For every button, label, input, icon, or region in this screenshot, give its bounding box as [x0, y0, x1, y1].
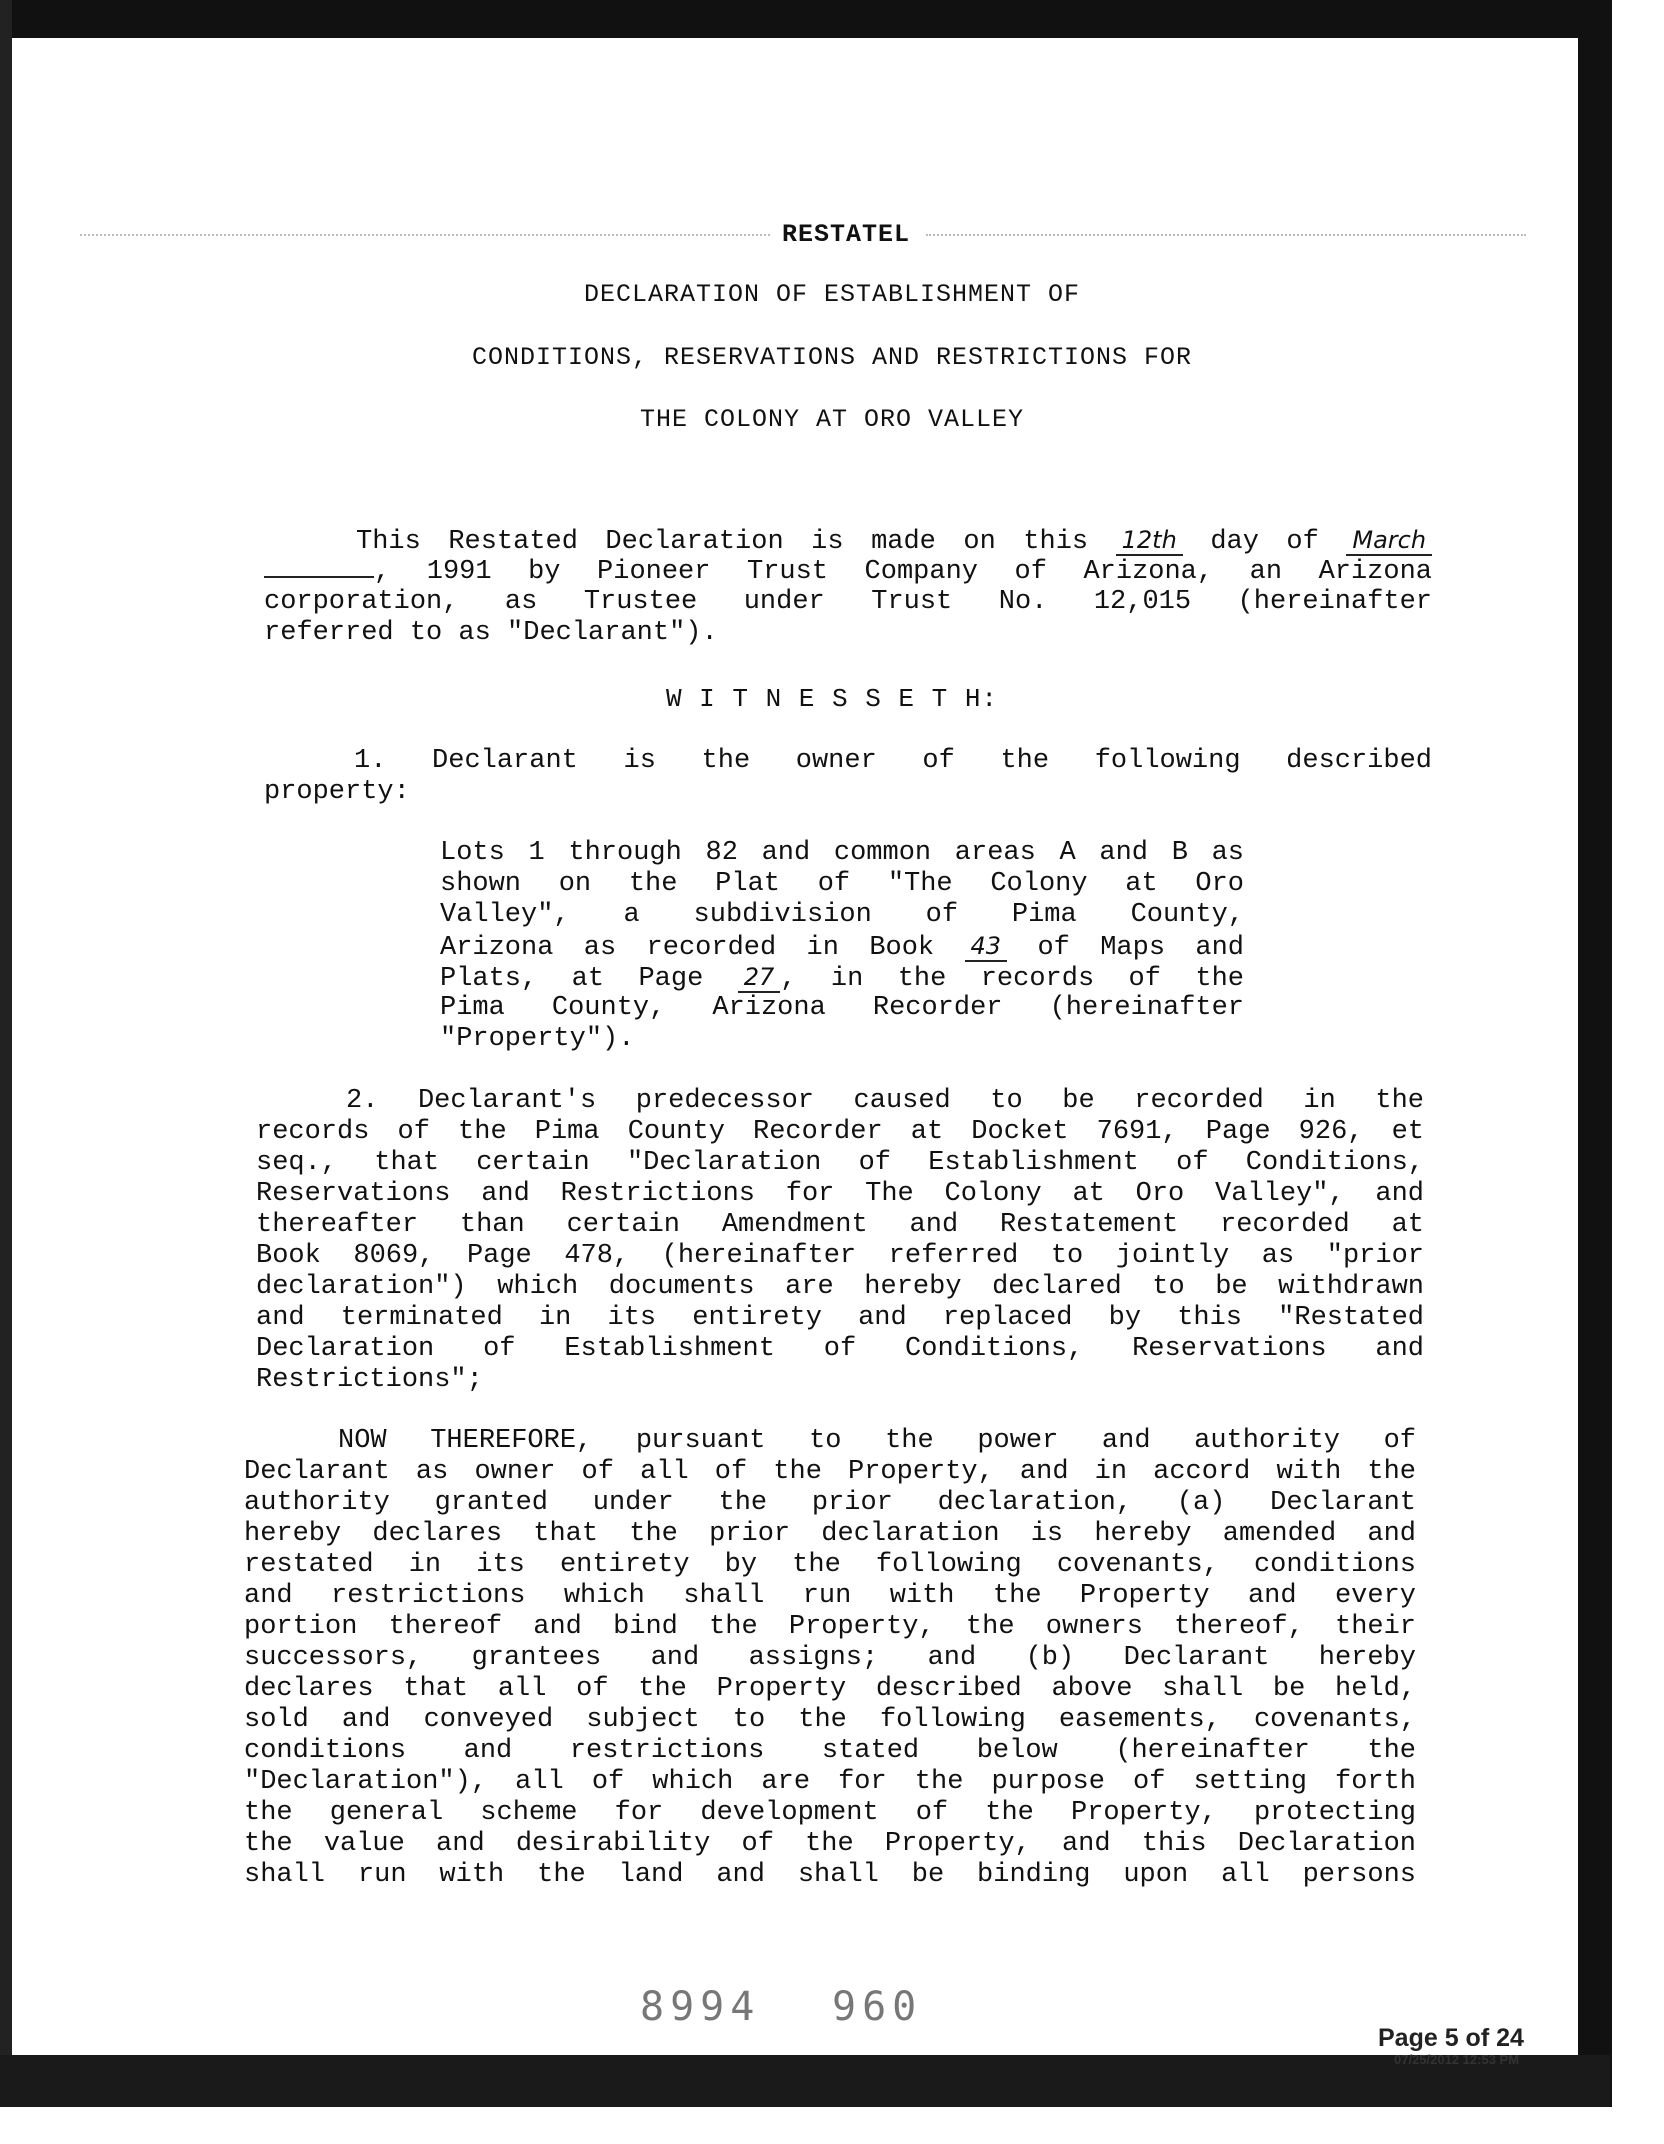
item-2-line: Declaration of Establishment of Conditions, Reservations and [256, 1334, 1424, 1364]
record-page-number: 960 [832, 1984, 923, 2030]
now-therefore-line: shall run with the land and shall be binding upon all persons [244, 1860, 1416, 1890]
heading-line-3: CONDITIONS, RESERVATIONS AND RESTRICTIONS FOR [471, 343, 1193, 372]
property-line: Lots 1 through 82 and common areas A and B as [440, 838, 1244, 868]
intro-text: , 1991 by Pioneer Trust Company of Arizona, an Arizona [374, 557, 1432, 587]
property-text: Arizona as recorded in Book [440, 933, 935, 962]
intro-line-2 [264, 556, 1432, 587]
property-line: Valley", a subdivision of Pima County, [440, 900, 1244, 930]
blank-line [264, 556, 374, 578]
item-2-line: Book 8069, Page 478, (hereinafter referred to jointly as "prior [256, 1241, 1424, 1271]
item-2-line: Reservations and Restrictions for The Colony at Oro Valley", and [256, 1179, 1424, 1209]
intro-line-4: referred to as "Declarant"). [264, 618, 718, 648]
item-1-paragraph [264, 746, 1432, 808]
now-therefore-paragraph [244, 1426, 1416, 1891]
intro-line-1 [264, 525, 1432, 556]
scan-border-right [1578, 0, 1612, 2107]
now-therefore-line: portion thereof and bind the Property, the owners thereof, their [244, 1612, 1416, 1642]
handwritten-page-number: 27 [738, 963, 781, 993]
property-text: of Maps and [1037, 933, 1244, 962]
item-2-line: declaration") which documents are hereby declared to be withdrawn [256, 1272, 1424, 1302]
now-therefore-line: and restrictions which shall run with the Property and every [244, 1581, 1416, 1611]
page-indicator: Page 5 of 24 [1378, 2024, 1524, 2052]
property-line: shown on the Plat of "The Colony at Oro [440, 869, 1244, 899]
intro-text: day of [1210, 527, 1319, 556]
now-therefore-line: "Declaration"), all of which are for the purpose of setting forth [244, 1767, 1416, 1797]
now-therefore-line: authority granted under the prior declaration, (a) Declarant [244, 1488, 1416, 1518]
intro-text: This Restated Declaration is made on this [356, 527, 1089, 556]
item-2-line: 2. Declarant's predecessor caused to be recorded in the [346, 1086, 1424, 1116]
intro-line-3: corporation, as Trustee under Trust No. 12,015 (hereinafter [264, 587, 1432, 617]
print-timestamp: 07/25/2012 12:53 PM [1394, 2052, 1520, 2067]
property-line-page [440, 962, 1244, 993]
property-description [440, 838, 1244, 1055]
item-2-line: and terminated in its entirety and replaced by this "Restated [256, 1303, 1424, 1333]
handwritten-book-number: 43 [965, 932, 1008, 962]
item-2-paragraph [256, 1086, 1424, 1396]
handwritten-month: March [1346, 526, 1432, 556]
intro-paragraph [264, 525, 1432, 649]
item-2-line: thereafter than certain Amendment and Restatement recorded at [256, 1210, 1424, 1240]
item-1-line-2: property: [264, 777, 410, 807]
now-therefore-line: sold and conveyed subject to the following easements, covenants, [244, 1705, 1416, 1735]
now-therefore-line: successors, grantees and assigns; and (b) Declarant hereby [244, 1643, 1416, 1673]
scan-border-left [0, 0, 12, 2107]
item-2-line: seq., that certain "Declaration of Establishment of Conditions, [256, 1148, 1424, 1178]
property-text: , in the records of the [780, 964, 1244, 993]
now-therefore-line: declares that all of the Property described above shall be held, [244, 1674, 1416, 1704]
property-line: Pima County, Arizona Recorder (hereinafter [440, 993, 1244, 1023]
property-line: "Property"). [440, 1024, 635, 1054]
now-therefore-line: the value and desirability of the Property, and this Declaration [244, 1829, 1416, 1859]
now-therefore-line: restated in its entirety by the following covenants, conditions [244, 1550, 1416, 1580]
now-therefore-line: hereby declares that the prior declaration is hereby amended and [244, 1519, 1416, 1549]
scan-border-bottom [0, 2055, 1610, 2107]
property-line-book [440, 931, 1244, 962]
scan-border-top [0, 0, 1610, 38]
heading-line-4: THE COLONY AT ORO VALLEY [639, 405, 1025, 434]
now-therefore-line: conditions and restrictions stated below (hereinafter the [244, 1736, 1416, 1766]
item-1-line-1: 1. Declarant is the owner of the following described [354, 746, 1432, 776]
dotted-rule-left [80, 234, 770, 236]
now-therefore-line: NOW THEREFORE, pursuant to the power and authority of [338, 1426, 1416, 1456]
handwritten-day: 12th [1116, 526, 1183, 556]
now-therefore-line: the general scheme for development of the Property, protecting [244, 1798, 1416, 1828]
item-2-line: records of the Pima County Recorder at Docket 7691, Page 926, et [256, 1117, 1424, 1147]
heading-line-2: DECLARATION OF ESTABLISHMENT OF [583, 280, 1081, 309]
property-text: Plats, at Page [440, 964, 704, 993]
dotted-rule-right [926, 234, 1526, 236]
witnesseth-heading: W I T N E S S E T H: [665, 684, 999, 714]
record-book-number: 8994 [640, 1984, 761, 2030]
heading-restated: RESTATEL [782, 220, 911, 249]
now-therefore-line: Declarant as owner of all of the Property, and in accord with the [244, 1457, 1416, 1487]
item-2-line: Restrictions"; [256, 1365, 483, 1395]
